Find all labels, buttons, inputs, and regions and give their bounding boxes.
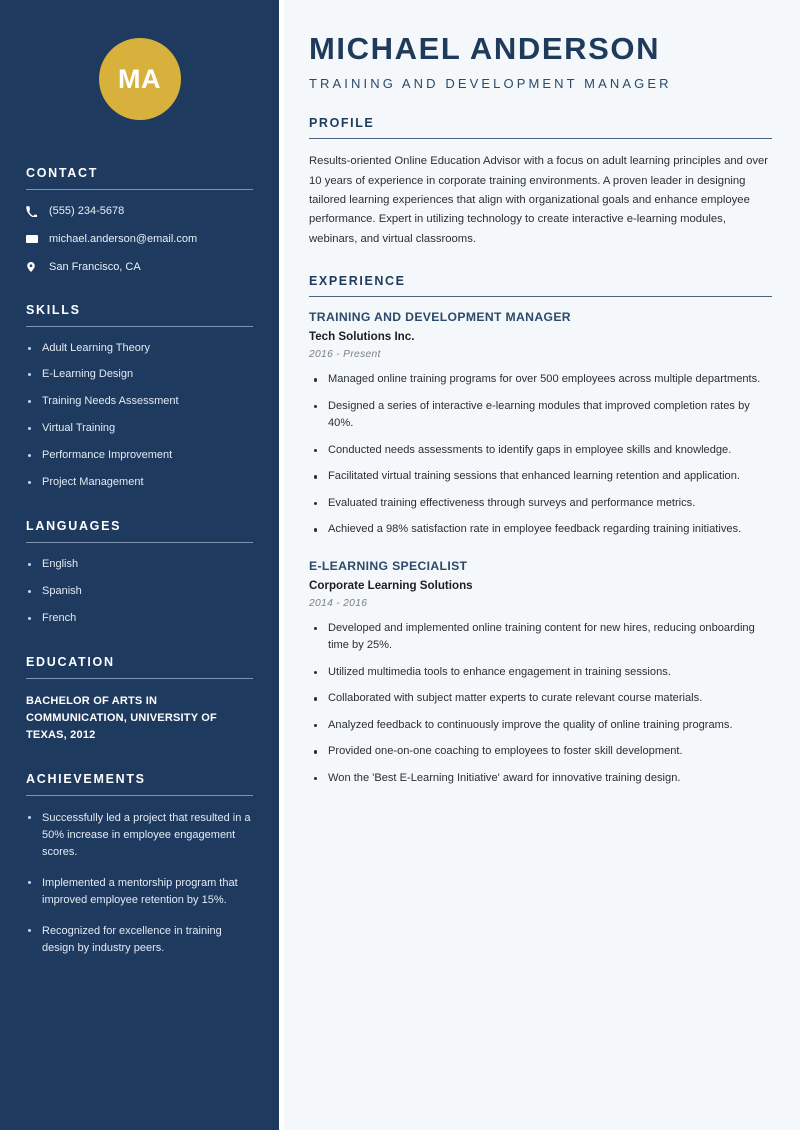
sidebar-section-achievements — [26, 772, 253, 957]
list-item: Training Needs Assessment — [26, 394, 253, 410]
skills-list — [26, 341, 253, 492]
experience-entry — [309, 310, 772, 539]
list-item: Provided one-on-one coaching to employees to foster skill development. — [309, 743, 772, 761]
list-item: Analyzed feedback to continuously improve the quality of online training programs. — [309, 717, 772, 735]
list-item: Collaborated with subject matter experts to curate relevant course materials. — [309, 690, 772, 708]
education-divider — [26, 678, 253, 679]
achievements-heading: ACHIEVEMENTS — [26, 772, 146, 787]
skills-divider — [26, 326, 253, 327]
languages-list — [26, 557, 253, 627]
location-pin-icon — [26, 261, 46, 273]
contact-item-location[interactable] — [26, 260, 253, 275]
list-item: Spanish — [26, 584, 253, 600]
languages-heading: LANGUAGES — [26, 519, 122, 534]
list-item: Adult Learning Theory — [26, 341, 253, 357]
header-subtitle: TRAINING AND DEVELOPMENT MANAGER — [309, 76, 672, 92]
section-experience — [309, 274, 772, 787]
job-bullets — [309, 371, 772, 539]
list-item: Project Management — [26, 475, 253, 491]
job-dates: 2016 - Present — [309, 349, 381, 361]
list-item: Designed a series of interactive e-learning modules that improved completion rates by 40%. — [309, 398, 772, 433]
list-item: Implemented a mentorship program that improved employee retention by 15%. — [26, 875, 253, 909]
contact-phone-value: (555) 234-5678 — [49, 205, 125, 217]
contact-divider — [26, 189, 253, 190]
list-item: Developed and implemented online training content for new hires, reducing onboarding time by 25%. — [309, 620, 772, 655]
list-item: Managed online training programs for over 500 employees across multiple departments. — [309, 371, 772, 389]
phone-icon — [26, 206, 46, 217]
list-item: Utilized multimedia tools to enhance engagement in training sessions. — [309, 664, 772, 682]
job-company: Corporate Learning Solutions — [309, 578, 473, 592]
contact-heading: CONTACT — [26, 166, 99, 180]
sidebar-section-skills — [26, 303, 253, 492]
languages-divider — [26, 542, 253, 543]
experience-list — [309, 310, 772, 787]
job-company: Tech Solutions Inc. — [309, 330, 415, 344]
job-bullets — [309, 620, 772, 788]
contact-item-email[interactable] — [26, 232, 253, 247]
section-profile — [309, 116, 772, 249]
job-dates: 2014 - 2016 — [309, 597, 368, 609]
profile-divider — [309, 138, 772, 139]
list-item: Facilitated virtual training sessions that enhanced learning retention and application. — [309, 468, 772, 486]
contact-email-value: michael.anderson@email.com — [49, 232, 198, 245]
list-item: Recognized for excellence in training design by industry peers. — [26, 923, 253, 957]
list-item: Performance Improvement — [26, 448, 253, 464]
list-item: English — [26, 557, 253, 573]
job-title: TRAINING AND DEVELOPMENT MANAGER — [309, 310, 571, 325]
sidebar — [0, 0, 279, 1130]
sidebar-section-languages — [26, 519, 253, 627]
list-item: Won the 'Best E-Learning Initiative' award for innovative training design. — [309, 770, 772, 788]
contact-item-phone[interactable] — [26, 204, 253, 219]
envelope-icon — [26, 233, 46, 245]
contact-location-value: San Francisco, CA — [49, 260, 141, 273]
list-item: French — [26, 611, 253, 627]
skills-heading: SKILLS — [26, 302, 81, 317]
avatar-container — [26, 0, 253, 120]
profile-text: Results-oriented Online Education Advisor with a focus on adult learning principles and over 10 years of experience in corporate training environments. A proven leader in designing tailored learning experiences that align with organizational goals and enhance employee performance. Expert in utilizing technology to create interactive e-learning modules, webinars, and virtual classrooms. — [309, 155, 769, 245]
education-heading: EDUCATION — [26, 654, 115, 669]
sidebar-section-contact — [26, 166, 253, 275]
sidebar-section-education — [26, 655, 253, 744]
profile-heading: PROFILE — [309, 116, 375, 131]
experience-heading: EXPERIENCE — [309, 274, 406, 289]
achievements-divider — [26, 795, 253, 796]
experience-entry — [309, 559, 772, 788]
list-item: Evaluated training effectiveness through surveys and performance metrics. — [309, 495, 772, 513]
list-item: Successfully led a project that resulted in a 50% increase in employee engagement scores. — [26, 810, 253, 861]
list-item: Achieved a 98% satisfaction rate in employee feedback regarding training initiatives. — [309, 521, 772, 539]
page-title: MICHAEL ANDERSON — [309, 31, 661, 66]
job-title: E-LEARNING SPECIALIST — [309, 558, 468, 573]
achievements-list — [26, 810, 253, 957]
avatar: MA — [99, 38, 181, 120]
education-degree: BACHELOR OF ARTS IN COMMUNICATION, UNIVERSITY OF TEXAS, 2012 — [26, 694, 217, 742]
main-content — [284, 0, 800, 1130]
list-item: Virtual Training — [26, 421, 253, 437]
list-item: Conducted needs assessments to identify gaps in employee skills and knowledge. — [309, 442, 772, 460]
list-item: E-Learning Design — [26, 367, 253, 383]
experience-divider — [309, 296, 772, 297]
